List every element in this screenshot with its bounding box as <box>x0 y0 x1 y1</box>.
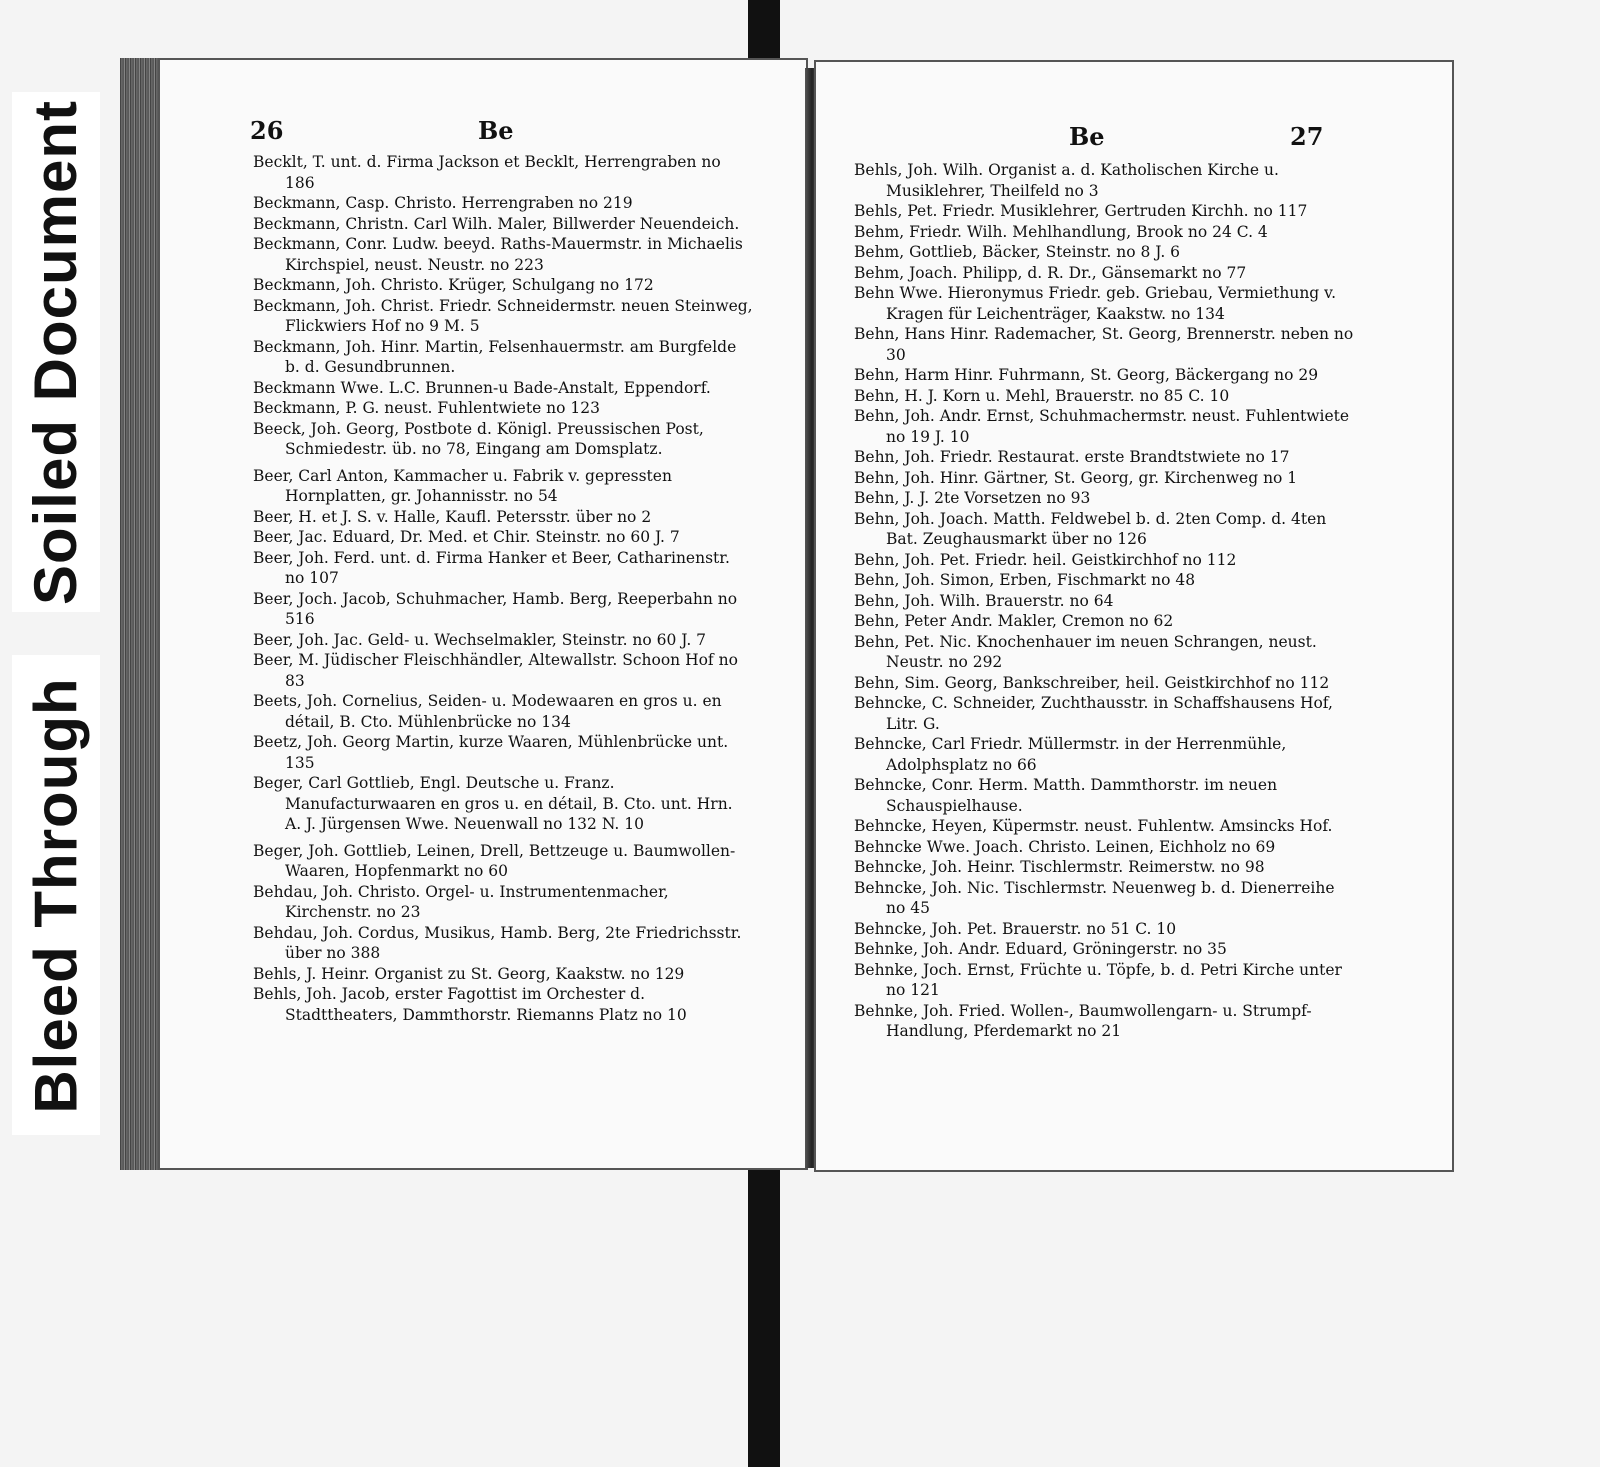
directory-entry: Behls, Joh. Wilh. Organist a. d. Katholischen Kirche u. Musiklehrer, Theilfeld no 3 <box>854 161 1279 200</box>
right-page-number: 27 <box>1290 122 1324 151</box>
directory-entry: Beer, Carl Anton, Kammacher u. Fabrik v. gepressten Hornplatten, gr. Johannisstr. no 54 <box>253 466 672 505</box>
directory-entry: Beer, Jac. Eduard, Dr. Med. et Chir. Steinstr. no 60 J. 7 <box>253 528 680 546</box>
directory-entry: Beckmann, Casp. Christo. Herrengraben no 219 <box>253 194 633 212</box>
directory-entry: Behn, Joh. Andr. Ernst, Schuhmachermstr. neust. Fuhlentwiete no 19 J. 10 <box>854 407 1350 446</box>
directory-entry: Behls, J. Heinr. Organist zu St. Georg, Kaakstw. no 129 <box>253 964 685 983</box>
directory-entry: Behm, Gottlieb, Bäcker, Steinstr. no 8 J. 6 <box>854 243 1181 261</box>
left-page-header: Be <box>478 116 514 145</box>
directory-entry: Behn, Joh. Friedr. Restaurat. erste Brandtstwiete no 17 <box>854 448 1290 466</box>
directory-entry: Beckmann, P. G. neust. Fuhlentwiete no 123 <box>253 399 601 417</box>
directory-entry: Beetz, Joh. Georg Martin, kurze Waaren, Mühlenbrücke unt. 135 <box>253 733 729 772</box>
directory-entry: Behn, Harm Hinr. Fuhrmann, St. Georg, Bäckergang no 29 <box>854 366 1319 384</box>
directory-entry: Behn, Joh. Wilh. Brauerstr. no 64 <box>854 591 1114 610</box>
directory-entry: Behncke, Heyen, Küpermstr. neust. Fuhlentw. Amsincks Hof. <box>854 817 1333 835</box>
directory-entry: Behls, Pet. Friedr. Musiklehrer, Gertruden Kirchh. no 117 <box>854 202 1308 220</box>
directory-entry: Behncke, Joh. Nic. Tischlermstr. Neuenweg b. d. Dienerreihe no 45 <box>854 878 1335 917</box>
directory-entry: Behm, Joach. Philipp, d. R. Dr., Gänsemarkt no 77 <box>854 263 1247 282</box>
directory-entry: Beets, Joh. Cornelius, Seiden- u. Modewaaren en gros u. en détail, B. Cto. Mühlenbrücke no 134 <box>253 692 722 731</box>
directory-entry: Behn, Hans Hinr. Rademacher, St. Georg, Brennerstr. neben no 30 <box>854 325 1354 364</box>
directory-entry: Behncke, Joh. Heinr. Tischlermstr. Reimerstw. no 98 <box>854 858 1265 876</box>
directory-entry: Beer, Joh. Ferd. unt. d. Firma Hanker et Beer, Catharinenstr. no 107 <box>253 548 730 587</box>
directory-entry: Behn, Joh. Pet. Friedr. heil. Geistkirchhof no 112 <box>854 550 1237 569</box>
directory-entry: Beer, M. Jüdischer Fleischhändler, Altewallstr. Schoon Hof no 83 <box>253 651 738 690</box>
directory-entry: Beger, Carl Gottlieb, Engl. Deutsche u. Franz. Manufacturwaaren en gros u. en détail, B. Cto. unt. Hrn. A. J. Jürgensen Wwe. Neuenwall no 132 N. 10 <box>253 774 733 833</box>
directory-entry: Becklt, T. unt. d. Firma Jackson et Becklt, Herrengraben no 186 <box>253 153 721 192</box>
bookmark-ribbon-bottom <box>748 1148 780 1467</box>
directory-entry: Behncke, Joh. Pet. Brauerstr. no 51 C. 10 <box>854 919 1177 938</box>
directory-entry: Behncke, Carl Friedr. Müllermstr. in der Herrenmühle, Adolphsplatz no 66 <box>854 735 1287 774</box>
right-page-header: Be <box>1069 122 1105 151</box>
directory-entry: Beger, Joh. Gottlieb, Leinen, Drell, Bettzeuge u. Baumwollen-Waaren, Hopfenmarkt no 60 <box>253 841 736 880</box>
directory-entry: Behn, Joh. Hinr. Gärtner, St. Georg, gr. Kirchenweg no 1 <box>854 468 1298 487</box>
directory-entry: Behnke, Joh. Fried. Wollen-, Baumwollengarn- u. Strumpf-Handlung, Pferdemarkt no 21 <box>854 1001 1312 1040</box>
directory-entry: Behnke, Joch. Ernst, Früchte u. Töpfe, b. d. Petri Kirche unter no 121 <box>854 960 1342 999</box>
directory-entry: Behn, Joh. Joach. Matth. Feldwebel b. d. 2ten Comp. d. 4ten Bat. Zeughausmarkt über no 126 <box>854 509 1327 548</box>
directory-entry: Beckmann, Joh. Hinr. Martin, Felsenhauermstr. am Burgfelde b. d. Gesundbrunnen. <box>253 337 737 376</box>
directory-entry: Behn, Pet. Nic. Knochenhauer im neuen Schrangen, neust. Neustr. no 292 <box>854 632 1317 671</box>
directory-entry: Beckmann, Christn. Carl Wilh. Maler, Billwerder Neuendeich. <box>253 214 740 233</box>
directory-entry: Behn Wwe. Hieronymus Friedr. geb. Griebau, Vermiethung v. Kragen für Leichenträger, Kaakstw. no 134 <box>854 284 1336 323</box>
directory-entry: Beer, Joch. Jacob, Schuhmacher, Hamb. Berg, Reeperbahn no 516 <box>253 589 738 628</box>
directory-entry: Behdau, Joh. Cordus, Musikus, Hamb. Berg, 2te Friedrichsstr. über no 388 <box>253 923 742 962</box>
directory-entry: Behn, Peter Andr. Makler, Cremon no 62 <box>854 612 1174 630</box>
right-page <box>814 60 1454 1172</box>
bleed-through-text: Bleed Through <box>22 676 90 1114</box>
directory-entry: Behncke, Conr. Herm. Matth. Dammthorstr. im neuen Schauspielhause. <box>854 776 1278 815</box>
directory-entry: Behls, Joh. Jacob, erster Fagottist im Orchester d. Stadttheaters, Dammthorstr. Riemanns Platz no 10 <box>253 985 687 1024</box>
directory-entry: Behncke, C. Schneider, Zuchthausstr. in Schaffshausens Hof, Litr. G. <box>854 694 1333 733</box>
directory-entry: Beckmann, Joh. Christo. Krüger, Schulgang no 172 <box>253 276 654 294</box>
soiled-document-label <box>12 92 100 612</box>
directory-entry: Behn, Joh. Simon, Erben, Fischmarkt no 48 <box>854 571 1196 589</box>
left-page-number: 26 <box>250 116 284 145</box>
left-entry-list <box>253 152 753 1025</box>
bleed-through-label <box>12 655 100 1135</box>
directory-entry: Beer, H. et J. S. v. Halle, Kaufl. Petersstr. über no 2 <box>253 507 652 526</box>
directory-entry: Behm, Friedr. Wilh. Mehlhandlung, Brook no 24 C. 4 <box>854 222 1268 241</box>
directory-entry: Beckmann, Conr. Ludw. beeyd. Raths-Mauermstr. in Michaelis Kirchspiel, neust. Neustr. no 223 <box>253 235 743 274</box>
directory-entry: Behn, J. J. 2te Vorsetzen no 93 <box>854 489 1091 507</box>
directory-entry: Behnke, Joh. Andr. Eduard, Gröningerstr. no 35 <box>854 940 1227 958</box>
directory-entry: Beckmann Wwe. L.C. Brunnen-u Bade-Anstalt, Eppendorf. <box>253 378 711 397</box>
right-entry-list <box>854 160 1354 1042</box>
directory-entry: Beer, Joh. Jac. Geld- u. Wechselmakler, Steinstr. no 60 J. 7 <box>253 630 707 649</box>
directory-entry: Behncke Wwe. Joach. Christo. Leinen, Eichholz no 69 <box>854 837 1276 856</box>
directory-entry: Behn, Sim. Georg, Bankschreiber, heil. Geistkirchhof no 112 <box>854 673 1330 692</box>
soiled-document-text: Soiled Document <box>22 99 90 605</box>
directory-entry: Beckmann, Joh. Christ. Friedr. Schneidermstr. neuen Steinweg, Flickwiers Hof no 9 M. 5 <box>253 296 753 335</box>
directory-entry: Behn, H. J. Korn u. Mehl, Brauerstr. no 85 C. 10 <box>854 386 1230 405</box>
left-page <box>158 58 808 1170</box>
directory-entry: Behdau, Joh. Christo. Orgel- u. Instrumentenmacher, Kirchenstr. no 23 <box>253 882 669 921</box>
directory-entry: Beeck, Joh. Georg, Postbote d. Königl. Preussischen Post, Schmiedestr. üb. no 78, Eingang am Domsplatz. <box>253 419 704 458</box>
